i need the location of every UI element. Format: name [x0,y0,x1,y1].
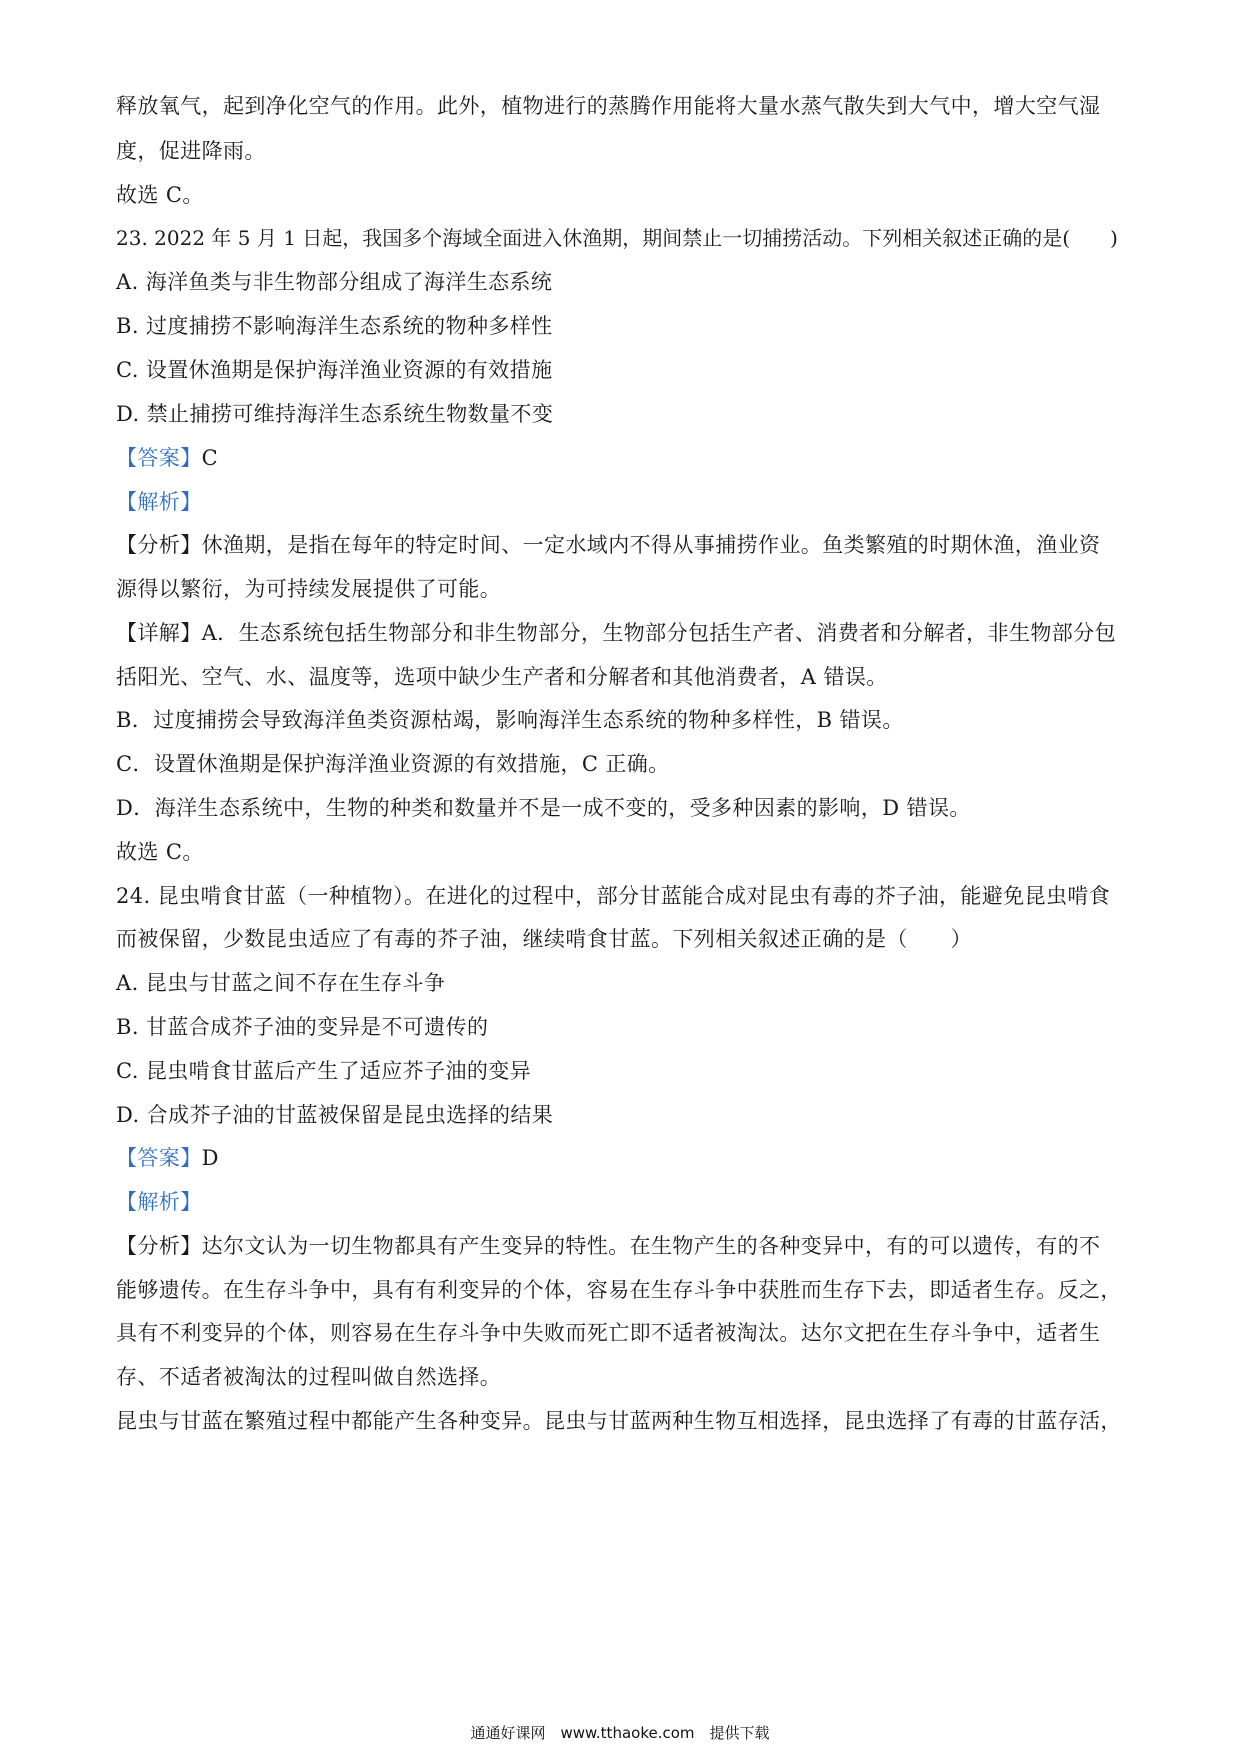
option-b: B. 甘蓝合成芥子油的变异是不可遗传的 [116,1015,489,1039]
option-a: A. 昆虫与甘蓝之间不存在生存斗争 [116,971,446,995]
question-24-stem: 24. 昆虫啃食甘蓝（一种植物）。在进化的过程中，部分甘蓝能合成对昆虫有毒的芥子油，能避免昆虫啃食 [116,884,1111,908]
fenxi-tag: 【分析】 [116,1234,202,1258]
answer-value: D [201,1146,219,1170]
text-line: 括阳光、空气、水、温度等，选项中缺少生产者和分解者和其他消费者，A 错误。 [116,665,888,689]
analysis-heading [116,487,202,517]
analysis-tag: 【解析】 [116,1190,202,1214]
detail-text: A．生态系统包括生物部分和非生物部分，生物部分包括生产者、消费者和分解者，非生物部分包 [201,621,1116,645]
page-footer: 通通好课网 www.tthaoke.com 提供下载 [470,1724,770,1742]
text-line: 故选 C。 [116,183,204,207]
option-b: B. 过度捕捞不影响海洋生态系统的物种多样性 [116,314,553,338]
answer-tag: 【答案】 [116,446,202,470]
analysis-tag: 【解析】 [116,490,202,514]
text-line: 昆虫与甘蓝在繁殖过程中都能产生各种变异。昆虫与甘蓝两种生物互相选择，昆虫选择了有毒的甘蓝存活， [116,1409,1122,1433]
fenxi-line [116,1231,1100,1261]
text-line: 而被保留，少数昆虫适应了有毒的芥子油，继续啃食甘蓝。下列相关叙述正确的是（ ） [116,927,972,951]
text-line: C．设置休渔期是保护海洋渔业资源的有效措施，C 正确。 [116,752,670,776]
answer-line [116,443,218,473]
fenxi-line [116,530,1100,560]
option-d: D. 合成芥子油的甘蓝被保留是昆虫选择的结果 [116,1103,554,1127]
option-d: D. 禁止捕捞可维持海洋生态系统生物数量不变 [116,402,554,426]
answer-tag: 【答案】 [116,1146,202,1170]
detail-line [116,618,1116,648]
fenxi-text: 达尔文认为一切生物都具有产生变异的特性。在生物产生的各种变异中，有的可以遗传，有的不 [201,1234,1101,1258]
answer-value: C [201,446,219,470]
text-line: D．海洋生态系统中，生物的种类和数量并不是一成不变的，受多种因素的影响，D 错误。 [116,796,971,820]
question-23-stem: 23. 2022 年 5 月 1 日起，我国多个海域全面进入休渔期，期间禁止一切捕捞活动。下列相关叙述正确的是( ) [116,226,1118,250]
text-line: 度，促进降雨。 [116,139,266,163]
detail-tag: 【详解】 [116,621,202,645]
fenxi-text: 休渔期，是指在每年的特定时间、一定水域内不得从事捕捞作业。鱼类繁殖的时期休渔，渔业资 [201,533,1101,557]
text-line: 具有不利变异的个体，则容易在生存斗争中失败而死亡即不适者被淘汰。达尔文把在生存斗争中，适者生 [116,1321,1101,1345]
text-line: 源得以繁衍，为可持续发展提供了可能。 [116,577,502,601]
text-line: 释放氧气，起到净化空气的作用。此外，植物进行的蒸腾作用能将大量水蒸气散失到大气中，增大空气湿 [116,94,1101,118]
text-line: B．过度捕捞会导致海洋鱼类资源枯竭，影响海洋生态系统的物种多样性，B 错误。 [116,708,904,732]
answer-line [116,1143,219,1173]
fenxi-tag: 【分析】 [116,533,202,557]
option-c: C. 设置休渔期是保护海洋渔业资源的有效措施 [116,358,553,382]
text-line: 能够遗传。在生存斗争中，具有有利变异的个体，容易在生存斗争中获胜而生存下去，即适者生存。反之， [116,1278,1122,1302]
text-line: 存、不适者被淘汰的过程叫做自然选择。 [116,1365,502,1389]
option-a: A. 海洋鱼类与非生物部分组成了海洋生态系统 [116,270,553,294]
option-c: C. 昆虫啃食甘蓝后产生了适应芥子油的变异 [116,1059,532,1083]
text-line: 故选 C。 [116,840,204,864]
analysis-heading [116,1187,202,1217]
